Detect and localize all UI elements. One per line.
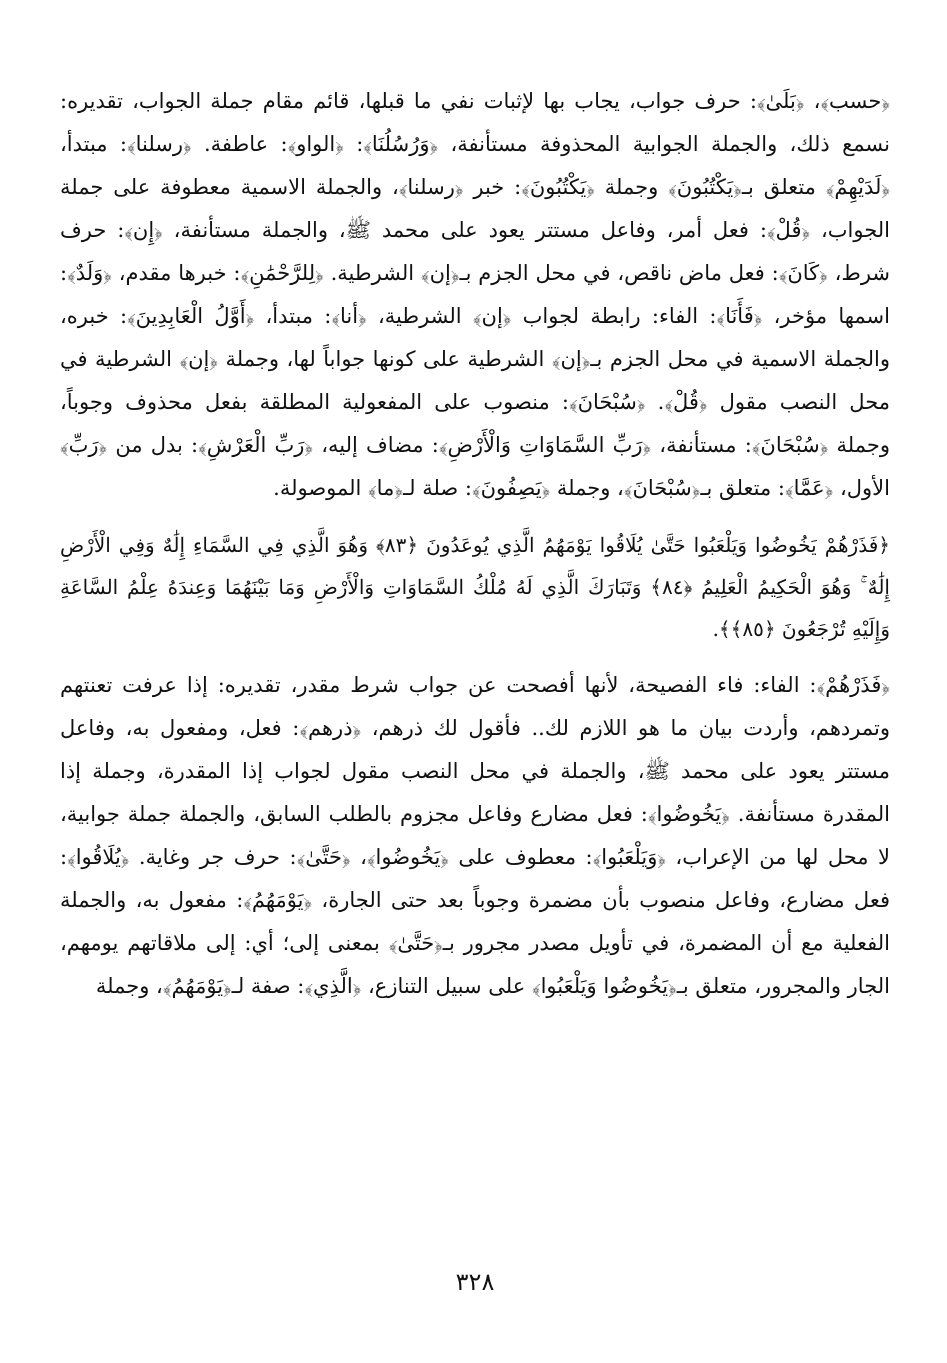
commentary-paragraph-1: ﴿حسب﴾، ﴿بَلَىٰ﴾: حرف جواب، يجاب بها لإثبات نفي ما قبلها، قائم مقام جملة الجواب، تقديره: نسمع ذلك، والجملة الجوابية المحذوفة مستأنفة، ﴿وَرُسُلُنَا﴾: ﴿الواو﴾: عاطفة. ﴿رسلنا﴾: مبتدأ، ﴿لَدَيْهِمْ﴾ متعلق بـ﴿يَكْتُبُونَ﴾ وجملة ﴿يَكْتُبُونَ﴾: خبر ﴿رسلنا﴾، والجملة الاسمية معطوفة على جملة الجواب، ﴿قُلْ﴾: فعل أمر، وفاعل مستتر يعود على محمد ﷺ، والجملة مستأنفة، ﴿إِن﴾: حرف شرط، ﴿كَانَ﴾: فعل ماض ناقص، في محل الجزم بـ﴿إن﴾ الشرطية. ﴿لِلرَّحْمَٰنِ﴾: خبرها مقدم، ﴿وَلَدٌ﴾: اسمها مؤخر، ﴿فَأَنَا﴾: الفاء: رابطة لجواب ﴿إن﴾ الشرطية، ﴿أنا﴾: مبتدأ، ﴿أَوَّلُ الْعَابِدِينَ﴾: خبره، والجملة الاسمية في محل الجزم بـ﴿إن﴾ الشرطية على كونها جواباً لها، وجملة ﴿إن﴾ الشرطية في محل النصب مقول ﴿قُلْ﴾. ﴿سُبْحَانَ﴾: منصوب على المفعولية المطلقة بفعل محذوف وجوباً، وجملة ﴿سُبْحَانَ﴾: مستأنفة، ﴿رَبِّ السَّمَاوَاتِ وَالْأَرْضِ﴾: مضاف إليه، ﴿رَبِّ الْعَرْشِ﴾: بدل من ﴿رَبِّ﴾ الأول، ﴿عَمَّا﴾: متعلق بـ﴿سُبْحَانَ﴾، وجملة ﴿يَصِفُونَ﴾: صلة لـ﴿ما﴾ الموصولة. <box>60 89 890 500</box>
page-number: ٣٢٨ <box>455 1268 495 1296</box>
book-page <box>60 80 890 1340</box>
quran-verse-block: ﴿فَذَرْهُمْ يَخُوضُوا وَيَلْعَبُوا حَتَّىٰ يُلَاقُوا يَوْمَهُمُ الَّذِي يُوعَدُونَ ﴿٨٣﴾ وَهُوَ الَّذِي فِي السَّمَاءِ إِلَٰهٌ وَفِي الْأَرْضِ إِلَٰهٌ ۚ وَهُوَ الْحَكِيمُ الْعَلِيمُ ﴿٨٤﴾ وَتَبَارَكَ الَّذِي لَهُ مُلْكُ السَّمَاوَاتِ وَالْأَرْضِ وَمَا بَيْنَهُمَا وَعِندَهُ عِلْمُ السَّاعَةِ وَإِلَيْهِ تُرْجَعُونَ ﴿٨٥﴾﴾. <box>60 533 890 641</box>
commentary-paragraph-2: ﴿فَذَرْهُمْ﴾: الفاء: فاء الفصيحة، لأنها أفصحت عن جواب شرط مقدر، تقديره: إذا عرفت تعنتهم وتمردهم، وأردت بيان ما هو اللازم لك.. فأقول لك ذرهم، ﴿ذرهم﴾: فعل، ومفعول به، وفاعل مستتر يعود على محمد ﷺ، والجملة في محل النصب مقول لجواب إذا المقدرة، وجملة إذا المقدرة مستأنفة. ﴿يَخُوضُوا﴾: فعل مضارع وفاعل مجزوم بالطلب السابق، والجملة جملة جوابية، لا محل لها من الإعراب، ﴿وَيَلْعَبُوا﴾: معطوف على ﴿يَخُوضُوا﴾، ﴿حَتَّىٰ﴾: حرف جر وغاية. ﴿يُلَاقُوا﴾: فعل مضارع، وفاعل منصوب بأن مضمرة وجوباً بعد حتى الجارة، ﴿يَوْمَهُمُ﴾: مفعول به، والجملة الفعلية مع أن المضمرة، في تأويل مصدر مجرور بـ﴿حَتَّىٰ﴾ بمعنى إلى؛ أي: إلى ملاقاتهم يومهم، الجار والمجرور، متعلق بـ﴿يَخُوضُوا وَيَلْعَبُوا﴾ على سبيل التنازع، ﴿الَّذِي﴾: صفة لـ﴿يَوْمَهُمُ﴾، وجملة <box>60 673 890 998</box>
